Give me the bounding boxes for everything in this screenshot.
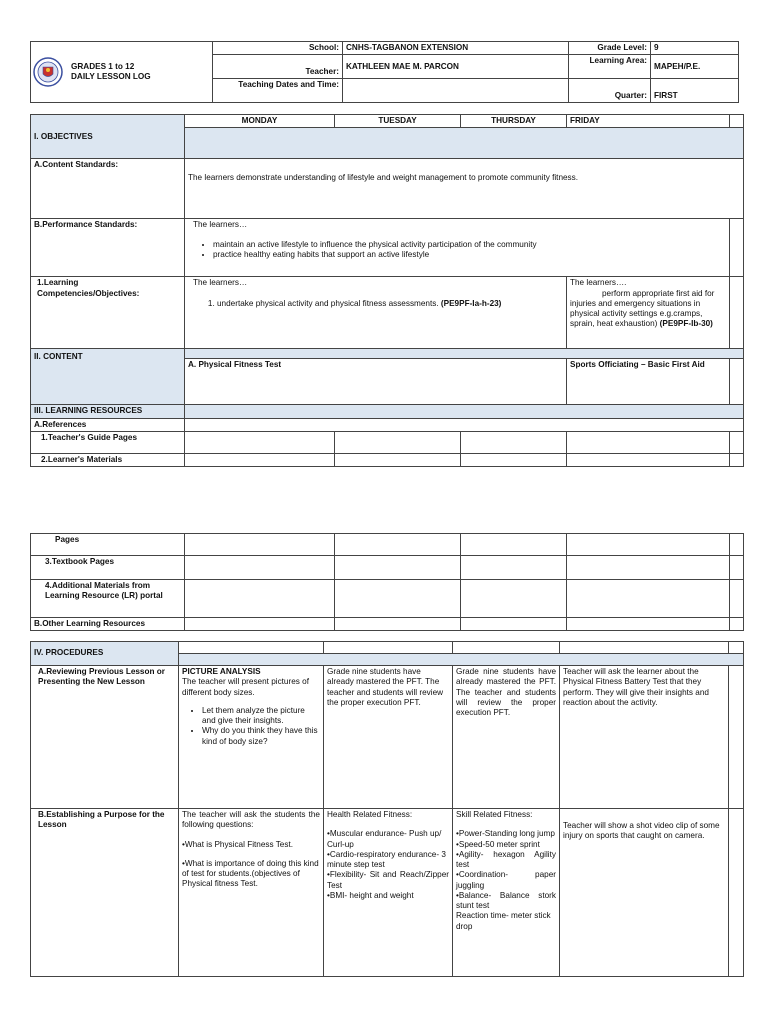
- dates-label: Teaching Dates and Time:: [213, 79, 343, 103]
- reviewing-monday-cell: [179, 666, 324, 809]
- quarter-label: Quarter:: [569, 79, 651, 103]
- content-label: II. CONTENT: [31, 349, 185, 405]
- competency-item: 1. undertake physical activity and physical fitness assessments. (PE9PF-Ia-h-23): [217, 299, 563, 309]
- skill-fitness-item: •Power-Standing long jump: [456, 829, 555, 839]
- purpose-monday-text: The teacher will ask the students the following questions:: [182, 810, 320, 830]
- competencies-cell: [185, 277, 567, 349]
- pages-label: Pages: [31, 534, 185, 556]
- reviewing-friday-text: Teacher will ask the learner about the Physical Fitness Battery Test that they perform. They will give their insights and reaction about the activity.: [560, 666, 729, 809]
- health-fitness-item: •Muscular endurance- Push up/ Curl-up: [327, 829, 442, 849]
- lesson-table-part2: [30, 533, 744, 631]
- header-title-cell: [31, 42, 213, 103]
- performance-item: • maintain an active lifestyle to influence the physical activity participation of the community: [213, 240, 726, 250]
- health-fitness-title: Health Related Fitness:: [327, 810, 413, 819]
- purpose-tuesday-cell: [324, 809, 453, 977]
- health-fitness-item: •Cardio-respiratory endurance- 3 minute step test: [327, 849, 446, 869]
- competency-code: (PE9PF-Ia-h-23): [440, 298, 502, 308]
- performance-intro: The learners…: [193, 220, 248, 230]
- reviewing-monday-text: The teacher will present pictures of different body sizes.: [182, 677, 309, 697]
- dates-value: [343, 79, 569, 103]
- other-resources-label: B.Other Learning Resources: [31, 618, 185, 631]
- header-table: [30, 41, 739, 103]
- competencies-intro: The learners…: [193, 278, 248, 288]
- purpose-friday-text: Teacher will show a shot video clip of some injury on sports that caught on camera.: [560, 809, 729, 977]
- content-friday: Sports Officiating – Basic First Aid: [567, 359, 730, 405]
- procedures-table: [30, 641, 744, 977]
- picture-analysis-title: PICTURE ANALYSIS: [182, 667, 261, 676]
- purpose-thursday-cell: [453, 809, 560, 977]
- doc-title-line1: GRADES 1 to 12: [71, 61, 135, 71]
- content-main: A. Physical Fitness Test: [185, 359, 567, 405]
- deped-seal-icon: [33, 57, 63, 87]
- skill-fitness-item: Reaction time- meter stick drop: [456, 911, 551, 931]
- procedures-label: IV. PROCEDURES: [31, 642, 179, 666]
- purpose-monday-question: •What is Physical Fitness Test.: [182, 839, 294, 849]
- reviewing-lesson-label: A.Reviewing Previous Lesson or Presenting the New Lesson: [31, 666, 179, 809]
- textbook-label: 3.Textbook Pages: [31, 556, 185, 580]
- reviewing-thursday-text: Grade nine students have already mastered the PFT. The teacher and students will review the proper execution PFT.: [453, 666, 560, 809]
- resources-label: III. LEARNING RESOURCES: [31, 405, 185, 418]
- learners-materials-label: 2.Learner's Materials: [31, 453, 185, 466]
- area-label: Learning Area:: [569, 55, 651, 79]
- references-label: A.References: [31, 418, 185, 431]
- area-value: MAPEH/P.E.: [651, 55, 739, 79]
- quarter-value: FIRST: [651, 79, 739, 103]
- performance-standards-label: B.Performance Standards:: [31, 219, 185, 277]
- teacher-label: Teacher:: [213, 55, 343, 79]
- day-header-friday: FRIDAY: [567, 115, 730, 128]
- teacher-value: KATHLEEN MAE M. PARCON: [343, 55, 569, 79]
- day-header-thursday: THURSDAY: [461, 115, 567, 128]
- grade-label: Grade Level:: [569, 42, 651, 55]
- purpose-monday-cell: [179, 809, 324, 977]
- reviewing-monday-item: • Let them analyze the picture and give their insights.: [202, 706, 320, 727]
- teachers-guide-label: 1.Teacher's Guide Pages: [31, 431, 185, 453]
- doc-title-line2: DAILY LESSON LOG: [71, 72, 151, 82]
- competencies-friday-cell: [567, 277, 730, 349]
- competencies-friday-code: (PE9PF-Ib-30): [659, 319, 713, 329]
- lesson-table-part1: [30, 114, 744, 467]
- performance-item: • practice healthy eating habits that support an active lifestyle: [213, 250, 726, 260]
- reviewing-monday-item: • Why do you think they have this kind of body size?: [202, 726, 320, 747]
- competencies-label: 1.Learning Competencies/Objectives:: [31, 277, 185, 349]
- performance-standards-cell: [185, 219, 730, 277]
- health-fitness-item: •Flexibility- Sit and Reach/Zipper Test: [327, 870, 449, 890]
- objectives-label: I. OBJECTIVES: [31, 115, 185, 159]
- day-header-tuesday: TUESDAY: [335, 115, 461, 128]
- content-standards-label: A.Content Standards:: [31, 159, 185, 219]
- skill-fitness-item: •Balance- Balance stork stunt test: [456, 890, 556, 910]
- skill-fitness-item: •Coordination- paper juggling: [456, 870, 556, 890]
- school-label: School:: [213, 42, 343, 55]
- additional-materials-label: 4.Additional Materials from Learning Resource (LR) portal: [31, 580, 185, 618]
- grade-value: 9: [651, 42, 739, 55]
- health-fitness-item: •BMI- height and weight: [327, 890, 414, 900]
- competencies-friday-text: perform appropriate first aid for injuries and emergency situations in physical activity settings e.g.cramps, sprain, heat exhaustion): [570, 288, 715, 329]
- school-value: CNHS-TAGBANON EXTENSION: [343, 42, 569, 55]
- purpose-monday-question: •What is importance of doing this kind of test for students.(objectives of Physical fitness Test.: [182, 858, 319, 889]
- skill-fitness-title: Skill Related Fitness:: [456, 810, 533, 819]
- reviewing-tuesday-text: Grade nine students have already mastered the PFT. The teacher and students will review the proper execution PFT.: [324, 666, 453, 809]
- competencies-friday-intro: The learners….: [570, 278, 627, 288]
- content-standards-text: The learners demonstrate understanding of lifestyle and weight management to promote community fitness.: [185, 159, 744, 219]
- skill-fitness-item: •Agility- hexagon Agility test: [456, 849, 556, 869]
- day-header-monday: MONDAY: [185, 115, 335, 128]
- purpose-label: B.Establishing a Purpose for the Lesson: [31, 809, 179, 977]
- skill-fitness-item: •Speed-50 meter sprint: [456, 839, 540, 849]
